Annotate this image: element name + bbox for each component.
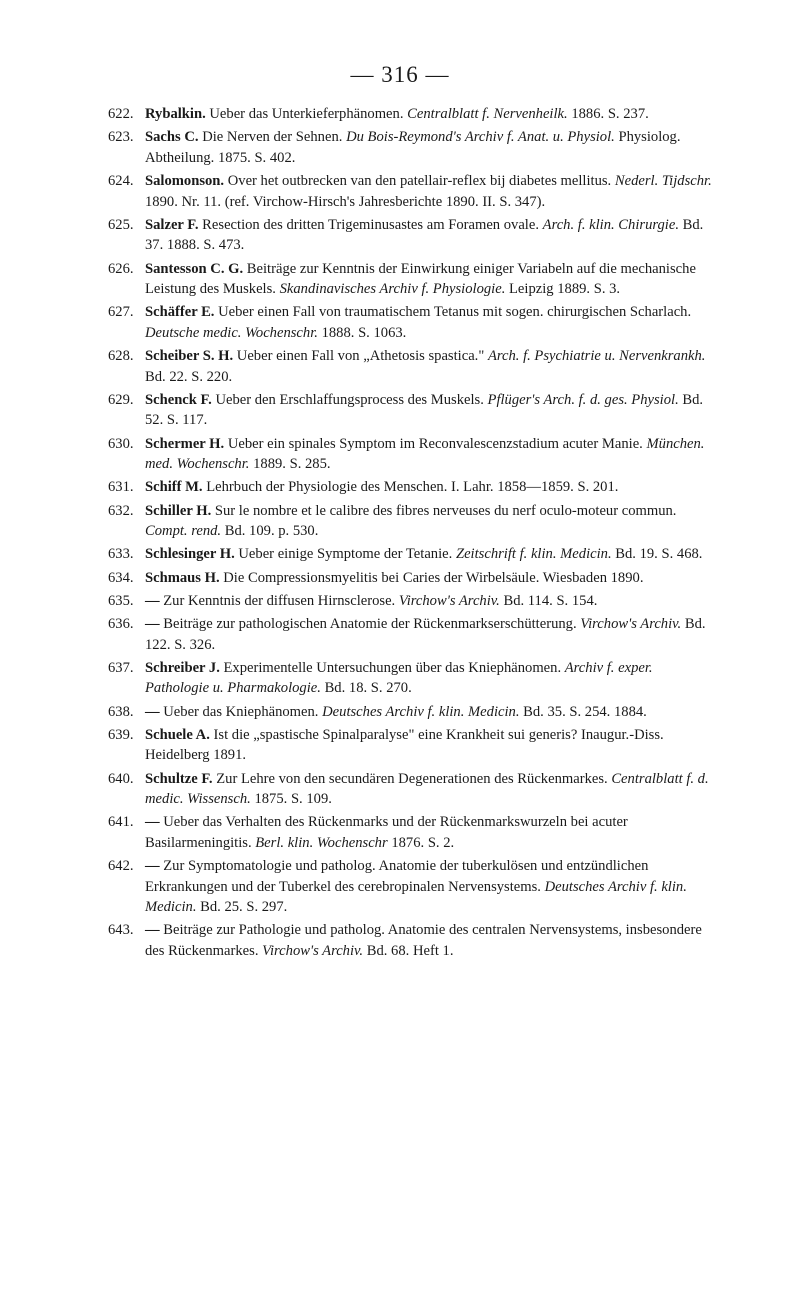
entry-author: Salzer F.	[145, 216, 199, 233]
entry-number: 626.	[108, 260, 134, 277]
entry-source: Deutsches Archiv f. klin. Medicin.	[322, 703, 520, 720]
entry-author: Schiller H.	[145, 502, 212, 519]
entry-number: 635.	[108, 592, 134, 609]
entry-text	[145, 390, 712, 431]
entry-author: Schenck F.	[145, 391, 212, 408]
entry-author: —	[145, 922, 160, 939]
entry-author: Scheiber S. H.	[145, 348, 234, 365]
entry-source: Deutsche medic. Wochenschr.	[145, 324, 318, 341]
entry-details: 1890. Nr. 11. (ref. Virchow-Hirsch's Jahresberichte 1890. II. S. 347).	[145, 193, 546, 210]
entry-text	[145, 658, 712, 699]
entry-details: Bd. 122. S. 326.	[145, 615, 706, 653]
entry-title: Zur Kenntnis der diffusen Hirnsclerose.	[163, 592, 396, 609]
bibliography-entry	[108, 127, 712, 168]
entry-number: 623.	[108, 129, 134, 146]
entry-title: Ueber ein spinales Symptom im Reconvalescenzstadium acuter Manie.	[227, 435, 643, 452]
entry-source: Centralblatt f. d. medic. Wissensch.	[145, 770, 709, 808]
entry-title: Zur Symptomatologie und patholog. Anatomie der tuberkulösen und entzündlichen Erkrankungen und der Tuberkel des cerebropinalen Nervensystems.	[145, 858, 649, 895]
entry-text	[145, 104, 712, 125]
bibliography-entry	[108, 591, 712, 612]
entry-title: Sur le nombre et le calibre des fibres nerveuses du nerf oculo-moteur commun.	[214, 502, 677, 519]
entry-details: 1886. S. 237.	[571, 106, 649, 122]
bibliography-entry	[108, 702, 712, 723]
bibliography-entry	[108, 769, 712, 810]
bibliography-entry	[108, 544, 712, 565]
entry-source: Zeitschrift f. klin. Medicin.	[455, 546, 612, 563]
entry-source: Archiv f. exper. Pathologie u. Pharmakologie.	[145, 659, 653, 697]
entry-details: Bd. 68. Heft 1.	[366, 943, 454, 960]
entry-source: Arch. f. Psychiatrie u. Nervenkrankh.	[487, 348, 706, 365]
bibliography-entry	[108, 390, 712, 431]
entry-text	[145, 127, 712, 168]
entry-number: 643.	[108, 922, 134, 939]
entry-title: Ueber das Unterkieferphänomen.	[209, 106, 404, 122]
entry-text	[145, 171, 712, 212]
entry-text	[145, 920, 712, 961]
entry-title: Ueber einige Symptome der Tetanie.	[238, 546, 453, 563]
entry-number: 638.	[108, 703, 134, 720]
entry-author: Rybalkin.	[145, 106, 206, 122]
entry-author: —	[145, 615, 160, 632]
entry-number: 624.	[108, 172, 134, 189]
bibliography-entry	[108, 658, 712, 699]
bibliography-entry	[108, 215, 712, 256]
entry-number: 628.	[108, 348, 134, 365]
entry-author: Schäffer E.	[145, 304, 215, 321]
entry-author: Santesson C. G.	[145, 260, 244, 277]
entry-number: 630.	[108, 435, 134, 452]
entry-source: Berl. klin. Wochenschr	[255, 834, 388, 851]
bibliography-entry	[108, 302, 712, 343]
entry-author: Sachs C.	[145, 129, 199, 146]
page-number: — 316 —	[350, 62, 450, 87]
entry-details: Bd. 22. S. 220.	[145, 368, 233, 385]
entry-title: Ueber einen Fall von „Athetosis spastica."	[236, 348, 485, 365]
bibliography-entry	[108, 920, 712, 961]
entry-author: —	[145, 703, 160, 720]
entry-title: Ueber den Erschlaffungsprocess des Muskels.	[215, 391, 484, 408]
entry-number: 636.	[108, 615, 134, 632]
entry-author: Schreiber J.	[145, 659, 220, 676]
entry-title: Beiträge zur Pathologie und patholog. Anatomie des centralen Nervensystems, insbesondere des Rückenmarkes.	[145, 922, 702, 960]
entry-source: Virchow's Archiv.	[580, 615, 682, 632]
entry-text	[145, 477, 712, 498]
entry-author: Schmaus H.	[145, 569, 220, 586]
bibliography-entry	[108, 725, 712, 766]
entry-details: 1888. S. 1063.	[321, 324, 407, 341]
entry-text	[145, 702, 712, 723]
entry-author: —	[145, 592, 160, 609]
entry-number: 625.	[108, 216, 134, 233]
entry-details: Bd. 109. p. 530.	[224, 523, 319, 540]
entry-number: 627.	[108, 304, 134, 321]
bibliography-list	[108, 104, 712, 964]
bibliography-entry	[108, 614, 712, 655]
entry-text	[145, 302, 712, 343]
bibliography-entry	[108, 104, 712, 125]
entry-author: Schuele A.	[145, 726, 210, 743]
entry-text	[145, 434, 712, 475]
entry-details: Bd. 19. S. 468.	[615, 546, 703, 563]
entry-title: Ueber einen Fall von traumatischem Tetanus mit sogen. chirurgischen Scharlach.	[218, 304, 692, 321]
entry-title: Die Nerven der Sehnen.	[202, 129, 343, 146]
bibliography-entry	[108, 477, 712, 498]
entry-number: 640.	[108, 770, 134, 787]
entry-number: 637.	[108, 659, 134, 676]
entry-author: —	[145, 814, 160, 831]
entry-number: 641.	[108, 814, 134, 831]
entry-number: 632.	[108, 502, 134, 519]
entry-source: Centralblatt f. Nervenheilk.	[407, 106, 568, 122]
entry-source: Nederl. Tijdschr.	[614, 172, 712, 189]
bibliography-entry	[108, 434, 712, 475]
entry-text	[145, 812, 712, 853]
entry-author: Schermer H.	[145, 435, 225, 452]
bibliography-entry	[108, 856, 712, 918]
entry-author: Schultze F.	[145, 770, 213, 787]
entry-title: Beiträge zur Kenntnis der Einwirkung einiger Variabeln auf die mechanische Leistung des Muskels.	[145, 260, 696, 298]
entry-details: Leipzig 1889. S. 3.	[509, 281, 621, 298]
entry-author: Schlesinger H.	[145, 546, 235, 563]
entry-source: Virchow's Archiv.	[262, 943, 364, 960]
bibliography-entry	[108, 501, 712, 542]
entry-details: Bd. 35. S. 254. 1884.	[523, 703, 647, 720]
entry-source: München. med. Wochenschr.	[145, 435, 705, 473]
entry-number: 631.	[108, 479, 134, 496]
entry-text	[145, 568, 712, 589]
entry-source: Compt. rend.	[145, 523, 222, 540]
bibliography-entry	[108, 568, 712, 589]
bibliography-entry	[108, 812, 712, 853]
entry-number: 642.	[108, 858, 134, 875]
entry-details: 1875. S. 109.	[254, 791, 332, 808]
entry-details: 1876. S. 2.	[391, 834, 455, 851]
entry-source: Du Bois-Reymond's Archiv f. Anat. u. Physiol.	[346, 129, 615, 146]
bibliography-entry	[108, 346, 712, 387]
entry-text	[145, 856, 712, 918]
entry-source: Arch. f. klin. Chirurgie.	[542, 216, 679, 233]
entry-title: Zur Lehre von den secundären Degenerationen des Rückenmarkes.	[216, 770, 608, 787]
entry-number: 622.	[108, 106, 134, 122]
entry-text	[145, 346, 712, 387]
entry-title: Lehrbuch der Physiologie des Menschen. I. Lahr. 1858—1859. S. 201.	[206, 479, 619, 496]
entry-text	[145, 614, 712, 655]
entry-title: Ueber das Verhalten des Rückenmarks und der Rückenmarkswurzeln bei acuter Basilarmeningitis.	[145, 814, 628, 851]
entry-title: Die Compressionsmyelitis bei Caries der Wirbelsäule. Wiesbaden 1890.	[223, 569, 644, 586]
entry-author: —	[145, 858, 160, 875]
entry-text	[145, 501, 712, 542]
entry-text	[145, 215, 712, 256]
entry-text	[145, 259, 712, 300]
entry-author: Salomonson.	[145, 172, 225, 189]
entry-details: Bd. 114. S. 154.	[503, 592, 598, 609]
bibliography-entry	[108, 259, 712, 300]
entry-title: Over het outbrecken van den patellair-reflex bij diabetes mellitus.	[227, 172, 612, 189]
entry-title: Ist die „spastische Spinalparalyse" eine Krankheit sui generis? Inaugur.-Diss. Heidelberg 1891.	[145, 726, 664, 764]
entry-source: Virchow's Archiv.	[398, 592, 500, 609]
entry-text	[145, 769, 712, 810]
entry-title: Experimentelle Untersuchungen über das Kniephänomen.	[223, 659, 562, 676]
entry-number: 639.	[108, 726, 134, 743]
entry-title: Beiträge zur pathologischen Anatomie der Rückenmarkserschütterung.	[163, 615, 577, 632]
entry-number: 634.	[108, 569, 134, 586]
entry-author: Schiff M.	[145, 479, 203, 496]
entry-details: Bd. 18. S. 270.	[324, 680, 412, 697]
entry-details: Bd. 25. S. 297.	[200, 899, 288, 916]
entry-number: 633.	[108, 546, 134, 563]
entry-source: Pflüger's Arch. f. d. ges. Physiol.	[487, 391, 679, 408]
entry-details: Bd. 52. S. 117.	[145, 391, 704, 429]
entry-text	[145, 725, 712, 766]
entry-source: Skandinavisches Archiv f. Physiologie.	[279, 281, 506, 298]
entry-text	[145, 544, 712, 565]
entry-title: Ueber das Kniephänomen.	[163, 703, 319, 720]
entry-details: 1889. S. 285.	[253, 456, 331, 473]
bibliography-entry	[108, 171, 712, 212]
entry-number: 629.	[108, 391, 134, 408]
entry-text	[145, 591, 712, 612]
entry-details: Bd. 37. 1888. S. 473.	[145, 216, 704, 254]
entry-source: Deutsches Archiv f. klin. Medicin.	[145, 878, 687, 916]
entry-title: Resection des dritten Trigeminusastes am Foramen ovale.	[202, 216, 539, 233]
entry-details: Physiolog. Abtheilung. 1875. S. 402.	[145, 129, 681, 166]
